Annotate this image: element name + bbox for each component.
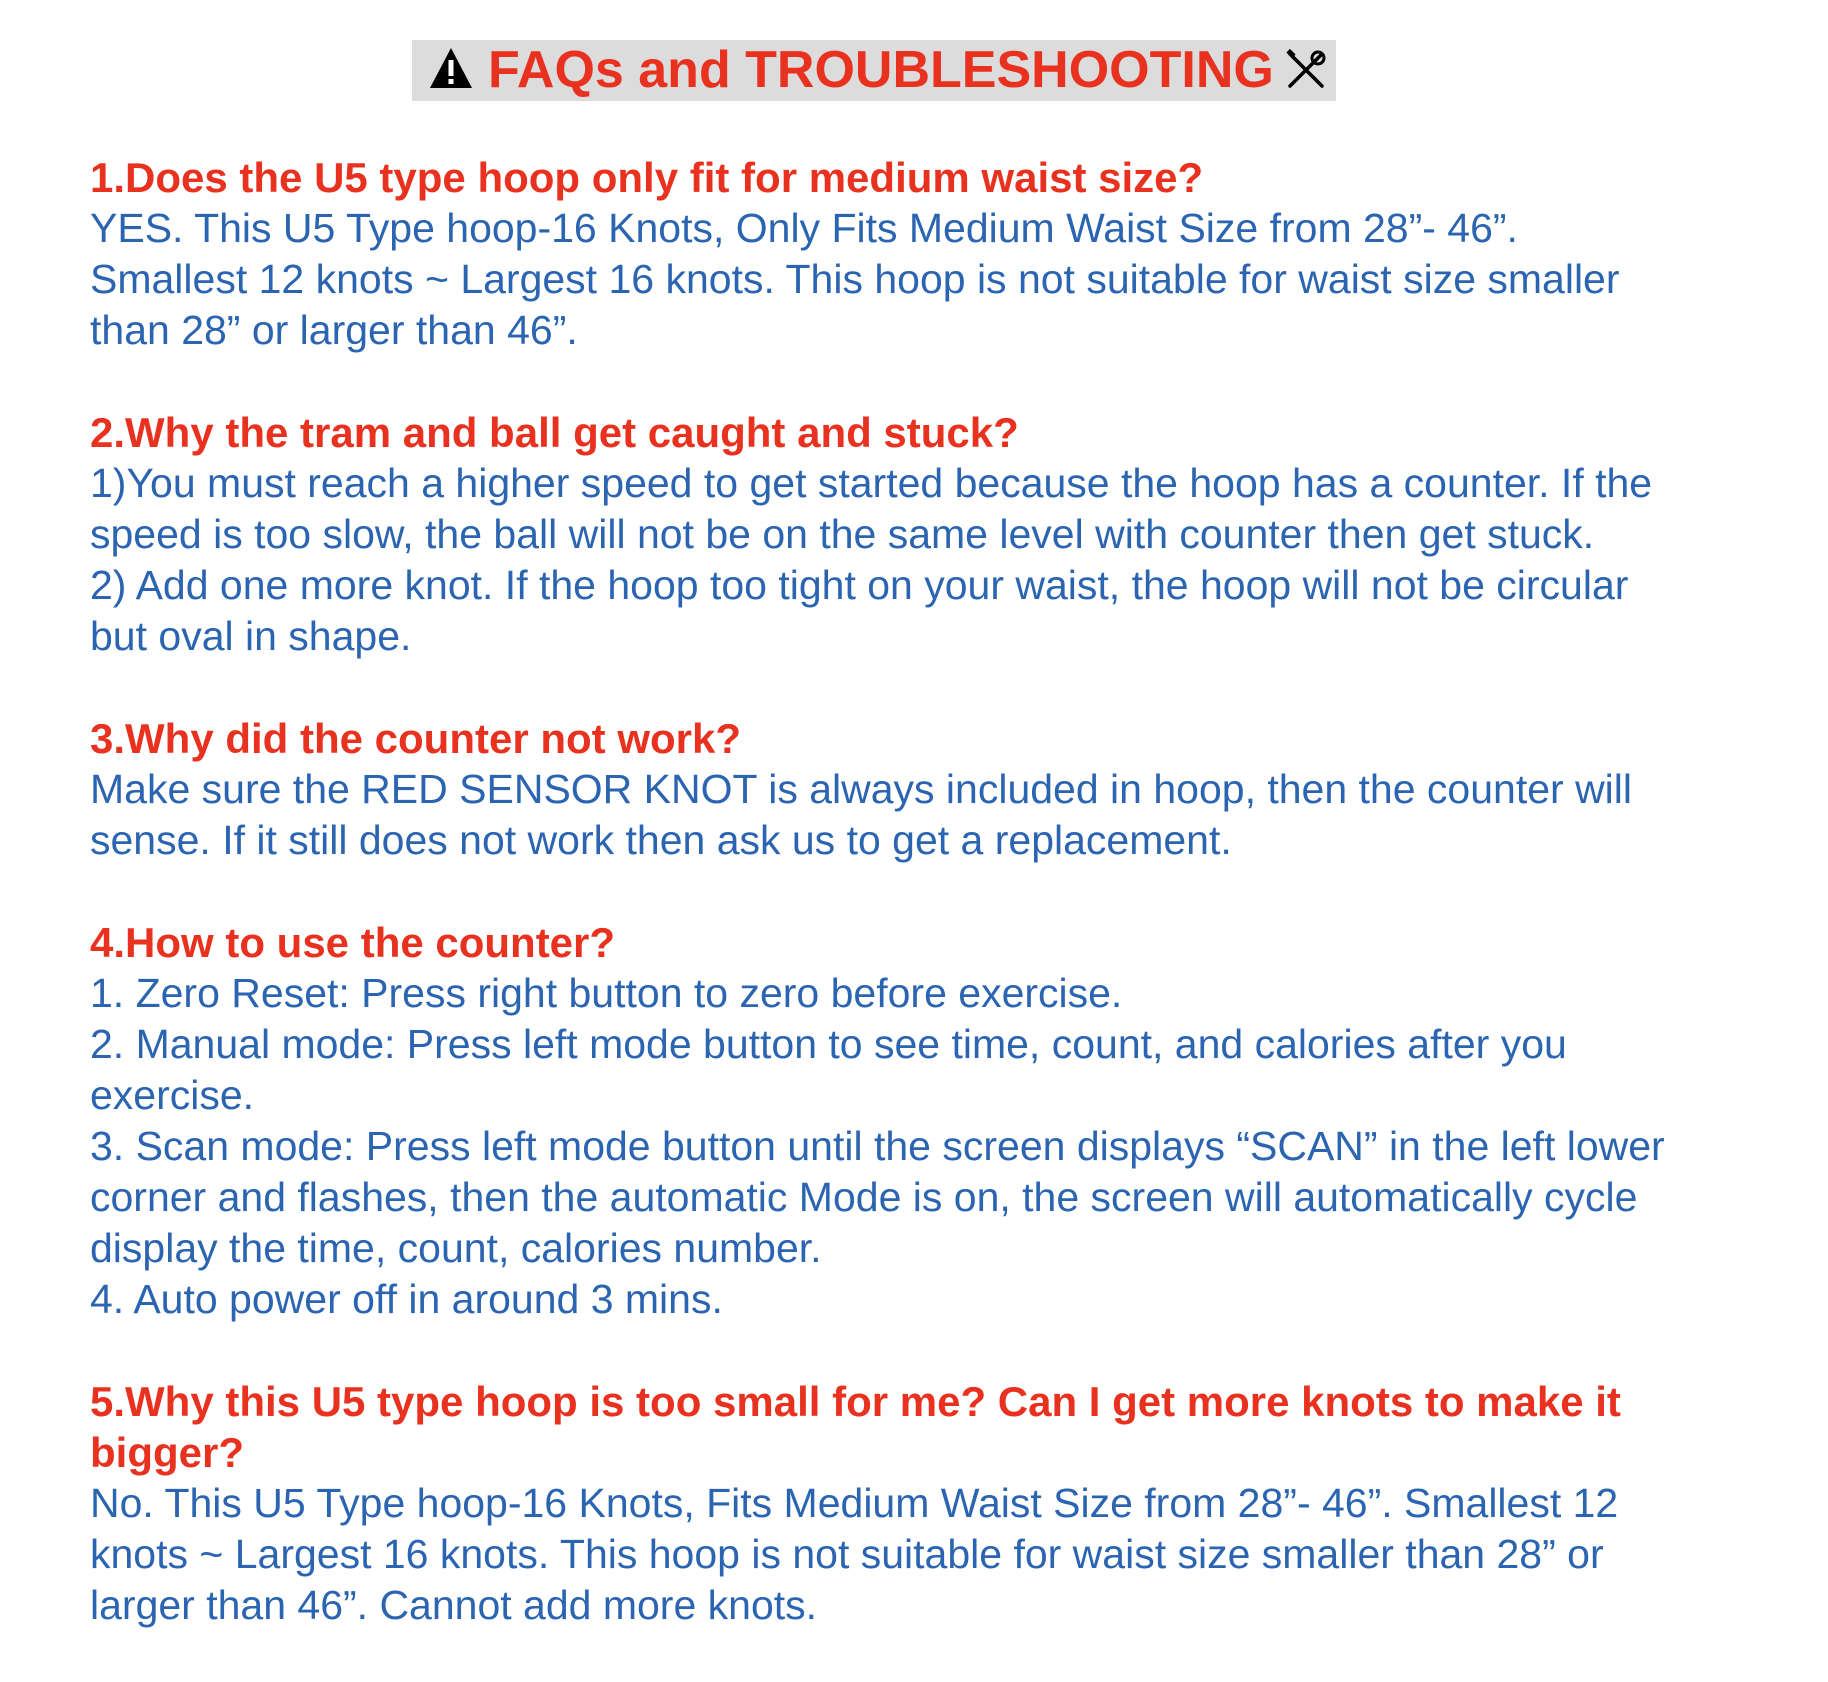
faq-answer: Make sure the RED SENSOR KNOT is always included in hoop, then the counter will sense. If it still does not work then ask us to get a replacement. xyxy=(90,766,1633,863)
faq-item-1 xyxy=(90,152,1810,356)
faq-question: 4.How to use the counter? xyxy=(90,919,616,966)
faq-item-2 xyxy=(90,407,1810,662)
faq-question: 2.Why the tram and ball get caught and stuck? xyxy=(90,409,1019,456)
title-banner xyxy=(412,40,1336,101)
faq-question: 1.Does the U5 type hoop only fit for medium waist size? xyxy=(90,154,1204,201)
tools-icon xyxy=(1284,48,1328,92)
faq-answer: 1. Zero Reset: Press right button to zero before exercise. 2. Manual mode: Press left mode button to see time, count, and calories after you exercise. 3. Scan mode: Press left mode button until the screen displays “SCAN” in the left lower corner and flashes, then the automatic Mode is on, the screen will automatically cycle display the time, count, calories number. 4. Auto power off in around 3 mins. xyxy=(90,970,1665,1322)
faq-item-4 xyxy=(90,917,1810,1325)
page-title: FAQs and TROUBLESHOOTING xyxy=(488,41,1274,99)
faq-question: 5.Why this U5 type hoop is too small for me? Can I get more knots to make it bigger? xyxy=(90,1378,1621,1476)
faq-item-5 xyxy=(90,1376,1810,1631)
faq-item-3 xyxy=(90,713,1810,866)
faq-list xyxy=(90,152,1810,1682)
faq-answer: No. This U5 Type hoop-16 Knots, Fits Medium Waist Size from 28”- 46”. Smallest 12 knots ~ Largest 16 knots. This hoop is not suitable for waist size smaller than 28” or larger than 46”. Cannot add more knots. xyxy=(90,1480,1619,1628)
warning-icon xyxy=(428,46,474,90)
faq-answer: 1)You must reach a higher speed to get started because the hoop has a counter. If the speed is too slow, the ball will not be on the same level with counter then get stuck. 2) Add one more knot. If the hoop too tight on your waist, the hoop will not be circular but oval in shape. xyxy=(90,460,1653,659)
faq-question: 3.Why did the counter not work? xyxy=(90,715,741,762)
faq-answer: YES. This U5 Type hoop-16 Knots, Only Fits Medium Waist Size from 28”- 46”. Smallest 12 knots ~ Largest 16 knots. This hoop is not suitable for waist size smaller than 28” or larger than 46”. xyxy=(90,205,1620,353)
